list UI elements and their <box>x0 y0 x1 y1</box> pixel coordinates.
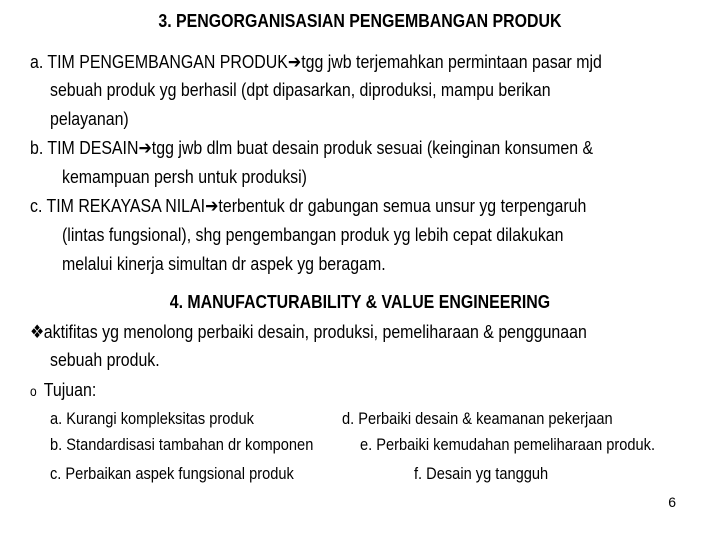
section4-desc-line1 <box>30 321 587 343</box>
goal-b: b. Standardisasi tambahan dr komponen <box>50 435 314 454</box>
tujuan-label: Tujuan: <box>43 379 97 400</box>
item-c-head: c. TIM REKAYASA NILAI <box>30 195 206 216</box>
item-b-rest: tgg jwb dlm buat desain produk sesuai (keinginan konsumen & <box>151 137 594 158</box>
goal-c: c. Perbaikan aspek fungsional produk <box>50 464 294 483</box>
arrow-right-icon: ➔ <box>287 51 302 72</box>
goal-e: e. Perbaiki kemudahan pemeliharaan produk. <box>360 435 656 454</box>
goal-d: d. Perbaiki desain & keamanan pekerjaan <box>342 409 613 428</box>
item-c-rest: terbentuk dr gabungan semua unsur yg terpengaruh <box>218 195 587 216</box>
item-b-line1 <box>30 137 593 159</box>
page-number: 6 <box>668 494 676 510</box>
circle-bullet-icon: o <box>30 383 37 399</box>
item-a-rest: tgg jwb terjemahkan permintaan pasar mjd <box>301 51 602 72</box>
section4-title: 4. MANUFACTURABILITY & VALUE ENGINEERING <box>169 291 551 312</box>
arrow-right-icon: ➔ <box>205 195 219 216</box>
section3-title: 3. PENGORGANISASIAN PENGEMBANGAN PRODUK <box>158 10 562 31</box>
goal-a: a. Kurangi kompleksitas produk <box>50 409 254 428</box>
item-a-line2: sebuah produk yg berhasil (dpt dipasarkan, diproduksi, mampu berikan <box>50 79 551 100</box>
item-a-head: a. TIM PENGEMBANGAN PRODUK <box>30 51 288 72</box>
diamond-bullet-icon: ❖ <box>30 321 45 342</box>
item-b-head: b. TIM DESAIN <box>30 137 139 158</box>
item-a-line3: pelayanan) <box>50 108 129 129</box>
tujuan-line <box>30 379 96 402</box>
goal-f: f. Desain yg tangguh <box>414 464 549 483</box>
item-b-line2: kemampuan persh untuk produksi) <box>62 166 307 187</box>
section4-desc-line2: sebuah produk. <box>50 349 160 370</box>
section4-desc-text: aktifitas yg menolong perbaiki desain, produksi, pemeliharaan & penggunaan <box>43 321 587 342</box>
arrow-right-icon: ➔ <box>138 137 152 158</box>
item-c-line1 <box>30 195 586 217</box>
item-c-line3: melalui kinerja simultan dr aspek yg beragam. <box>62 253 386 274</box>
item-c-line2: (lintas fungsional), shg pengembangan produk yg lebih cepat dilakukan <box>62 224 564 245</box>
item-a-line1 <box>30 51 602 73</box>
